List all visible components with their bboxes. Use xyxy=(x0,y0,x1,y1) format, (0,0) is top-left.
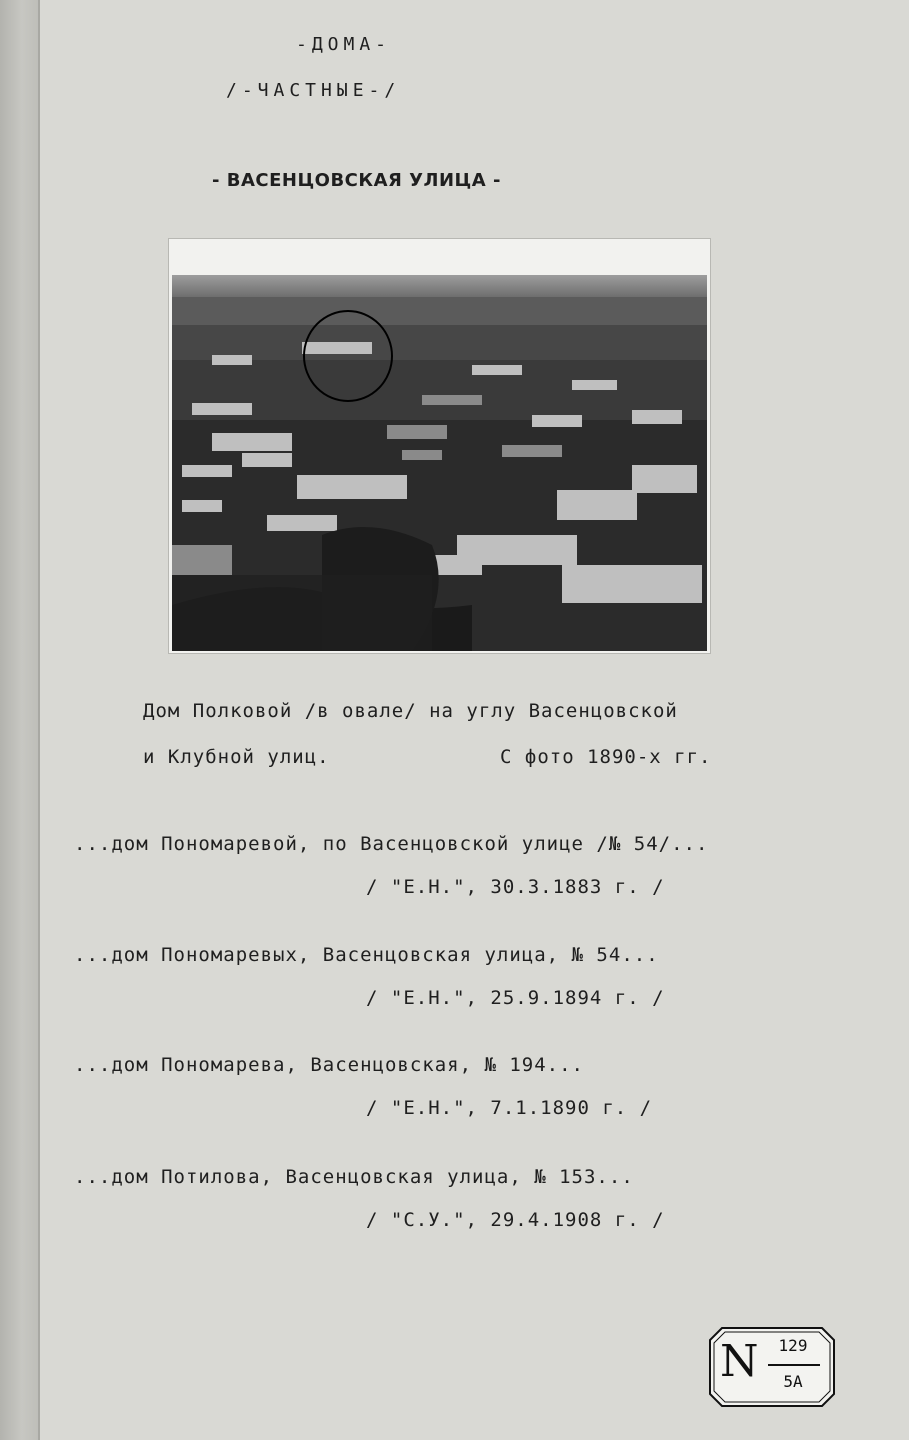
heading-houses: -ДОМА- xyxy=(296,34,392,55)
stamp-numerator: 129 xyxy=(778,1336,808,1355)
heading-private: /-ЧАСТНЫЕ-/ xyxy=(226,80,401,101)
stamp-denominator: 5А xyxy=(783,1372,803,1391)
entry-text: ...дом Пономаревой, по Васенцовской улице /№ 54/... xyxy=(74,833,709,855)
photo-frame xyxy=(168,238,711,654)
entry-text: ...дом Потилова, Васенцовская улица, № 153... xyxy=(74,1166,634,1188)
city-panorama-photo xyxy=(172,275,707,651)
caption-line-2-right: С фото 1890-х гг. xyxy=(500,746,712,768)
entry-source: / "Е.Н.", 7.1.1890 г. / xyxy=(366,1097,653,1119)
entry-source: / "Е.Н.", 25.9.1894 г. / xyxy=(366,987,665,1009)
page-binding xyxy=(0,0,40,1440)
stamp-symbol: N xyxy=(720,1336,759,1387)
entry-source: / "Е.Н.", 30.3.1883 г. / xyxy=(366,876,665,898)
archive-stamp xyxy=(708,1326,836,1408)
entry-text: ...дом Пономарева, Васенцовская, № 194... xyxy=(74,1054,584,1076)
stamp-fraction-bar xyxy=(768,1364,820,1366)
caption-line-2-left: и Клубной улиц. xyxy=(143,746,330,768)
entry-source: / "С.У.", 29.4.1908 г. / xyxy=(366,1209,665,1231)
caption-line-1: Дом Полковой /в овале/ на углу Васенцовской xyxy=(143,700,678,722)
street-title: - ВАСЕНЦОВСКАЯ УЛИЦА - xyxy=(212,170,501,191)
entry-text: ...дом Пономаревых, Васенцовская улица, № 54... xyxy=(74,944,659,966)
